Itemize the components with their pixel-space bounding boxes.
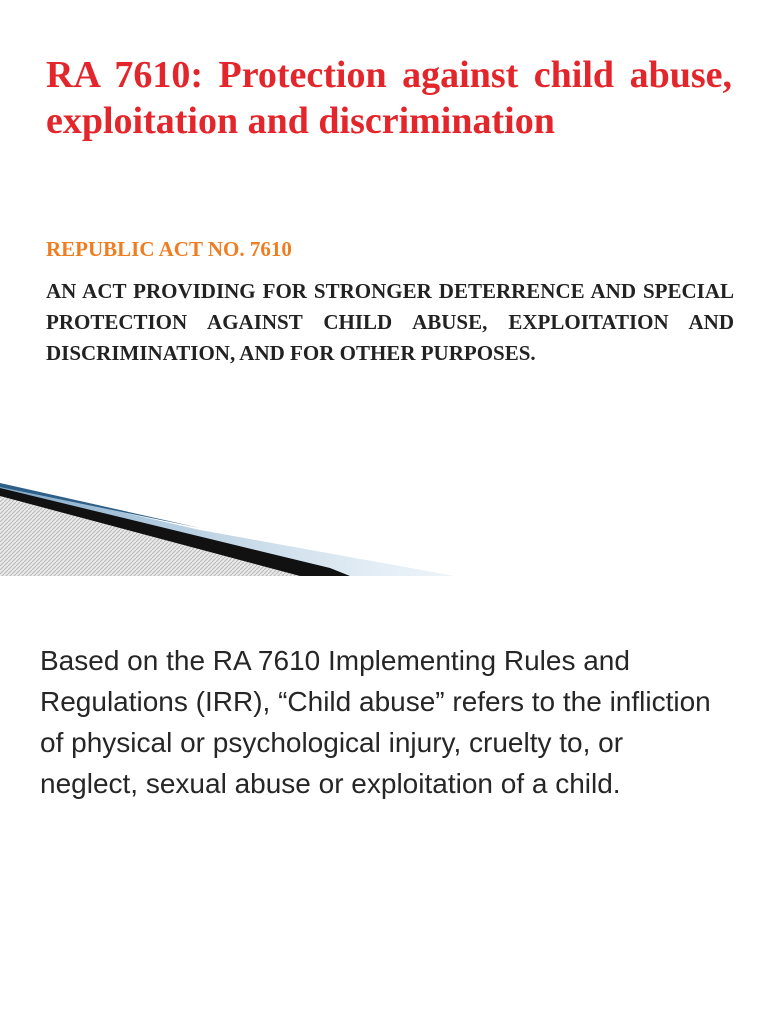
republic-act-number: REPUBLIC ACT NO. 7610 <box>46 237 292 261</box>
child-abuse-definition: Based on the RA 7610 Implementing Rules and Regulations (IRR), “Child abuse” refers to the infliction of physical or psychological injury, cruelty to, or neglect, sexual abuse or exploitation of a child. <box>40 645 711 799</box>
decorative-swoosh <box>0 470 768 576</box>
act-description: AN ACT PROVIDING FOR STRONGER DETERRENCE AND SPECIAL PROTECTION AGAINST CHILD ABUSE, EXPLOITATION AND DISCRIMINATION, AND FOR OTHER PURPOSES. <box>46 279 734 365</box>
slide-title: RA 7610: Protection against child abuse, exploitation and discrimination <box>46 54 732 142</box>
